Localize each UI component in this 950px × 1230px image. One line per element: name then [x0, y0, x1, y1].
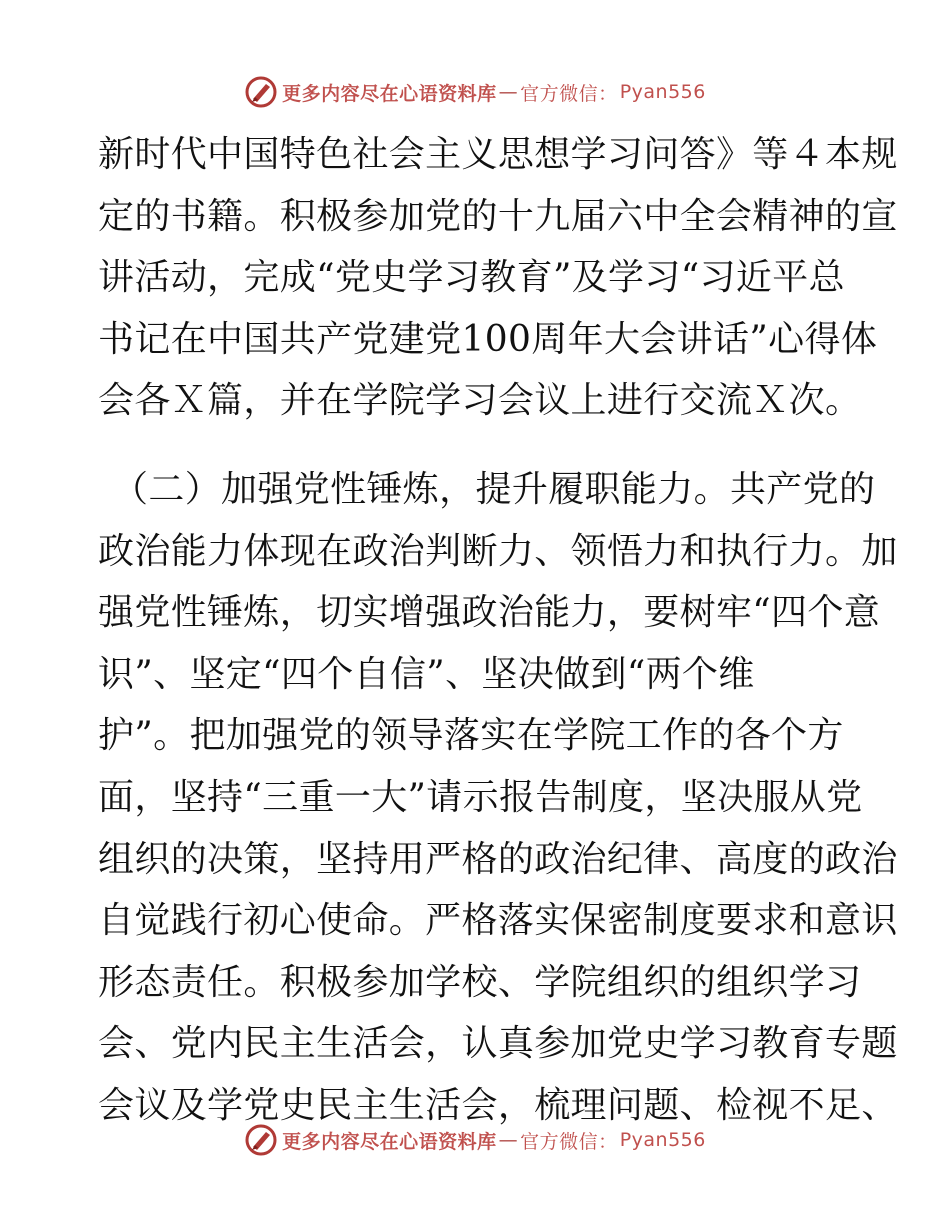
watermark-dash: — — [498, 1129, 519, 1151]
paragraph-1 — [98, 124, 898, 432]
text-line: 会各Ｘ篇，并在学院学习会议上进行交流Ｘ次。 — [98, 380, 862, 422]
document-body — [98, 124, 898, 1137]
text-line: 会、党内民主生活会，认真参加党史学习教育专题 — [98, 1023, 898, 1065]
watermark-wechat-label: 官方微信： — [520, 82, 618, 105]
text-line: 讲活动，完成“党史学习教育”及学习“习近平总 — [98, 257, 845, 299]
text-line: 识”、坚定“四个自信”、坚决做到“两个维 — [98, 653, 755, 695]
paragraph-2 — [98, 459, 898, 1137]
text-line: 政治能力体现在政治判断力、领悟力和执行力。加 — [98, 530, 898, 572]
watermark-wechat-id: Pyan556 — [619, 81, 706, 103]
text-line: 会议及学党史民主生活会，梳理问题、检视不足、 — [98, 1084, 898, 1126]
text-line: 面，坚持“三重一大”请示报告制度，坚决服从党 — [98, 776, 863, 818]
header-watermark — [0, 72, 950, 112]
brand-logo-icon — [244, 75, 278, 109]
text-line: 定的书籍。积极参加党的十九届六中全会精神的宣 — [98, 195, 898, 237]
section-heading-line: （二）加强党性锤炼，提升履职能力。共产党的 — [112, 468, 876, 510]
watermark-dash: — — [498, 81, 519, 103]
brand-logo-icon — [244, 1123, 278, 1157]
text-line: 组织的决策，坚持用严格的政治纪律、高度的政治 — [98, 838, 898, 880]
text-line: 自觉践行初心使命。严格落实保密制度要求和意识 — [98, 900, 898, 942]
footer-watermark — [0, 1120, 950, 1160]
watermark-brand: 更多内容尽在心语资料库 — [282, 1130, 497, 1153]
text-line: 书记在中国共产党建党100周年大会讲话”心得体 — [98, 318, 878, 360]
text-line: 强党性锤炼，切实增强政治能力，要树牢“四个意 — [98, 592, 881, 634]
text-line: 新时代中国特色社会主义思想学习问答》等４本规 — [98, 134, 898, 175]
text-line: 形态责任。积极参加学校、学院组织的组织学习 — [98, 961, 862, 1003]
text-line: 护”。把加强党的领导落实在学院工作的各个方 — [98, 715, 844, 757]
watermark-wechat-id: Pyan556 — [619, 1129, 706, 1151]
paragraph-gap — [98, 432, 858, 459]
watermark-brand: 更多内容尽在心语资料库 — [282, 82, 497, 105]
watermark-wechat-label: 官方微信： — [520, 1130, 618, 1153]
